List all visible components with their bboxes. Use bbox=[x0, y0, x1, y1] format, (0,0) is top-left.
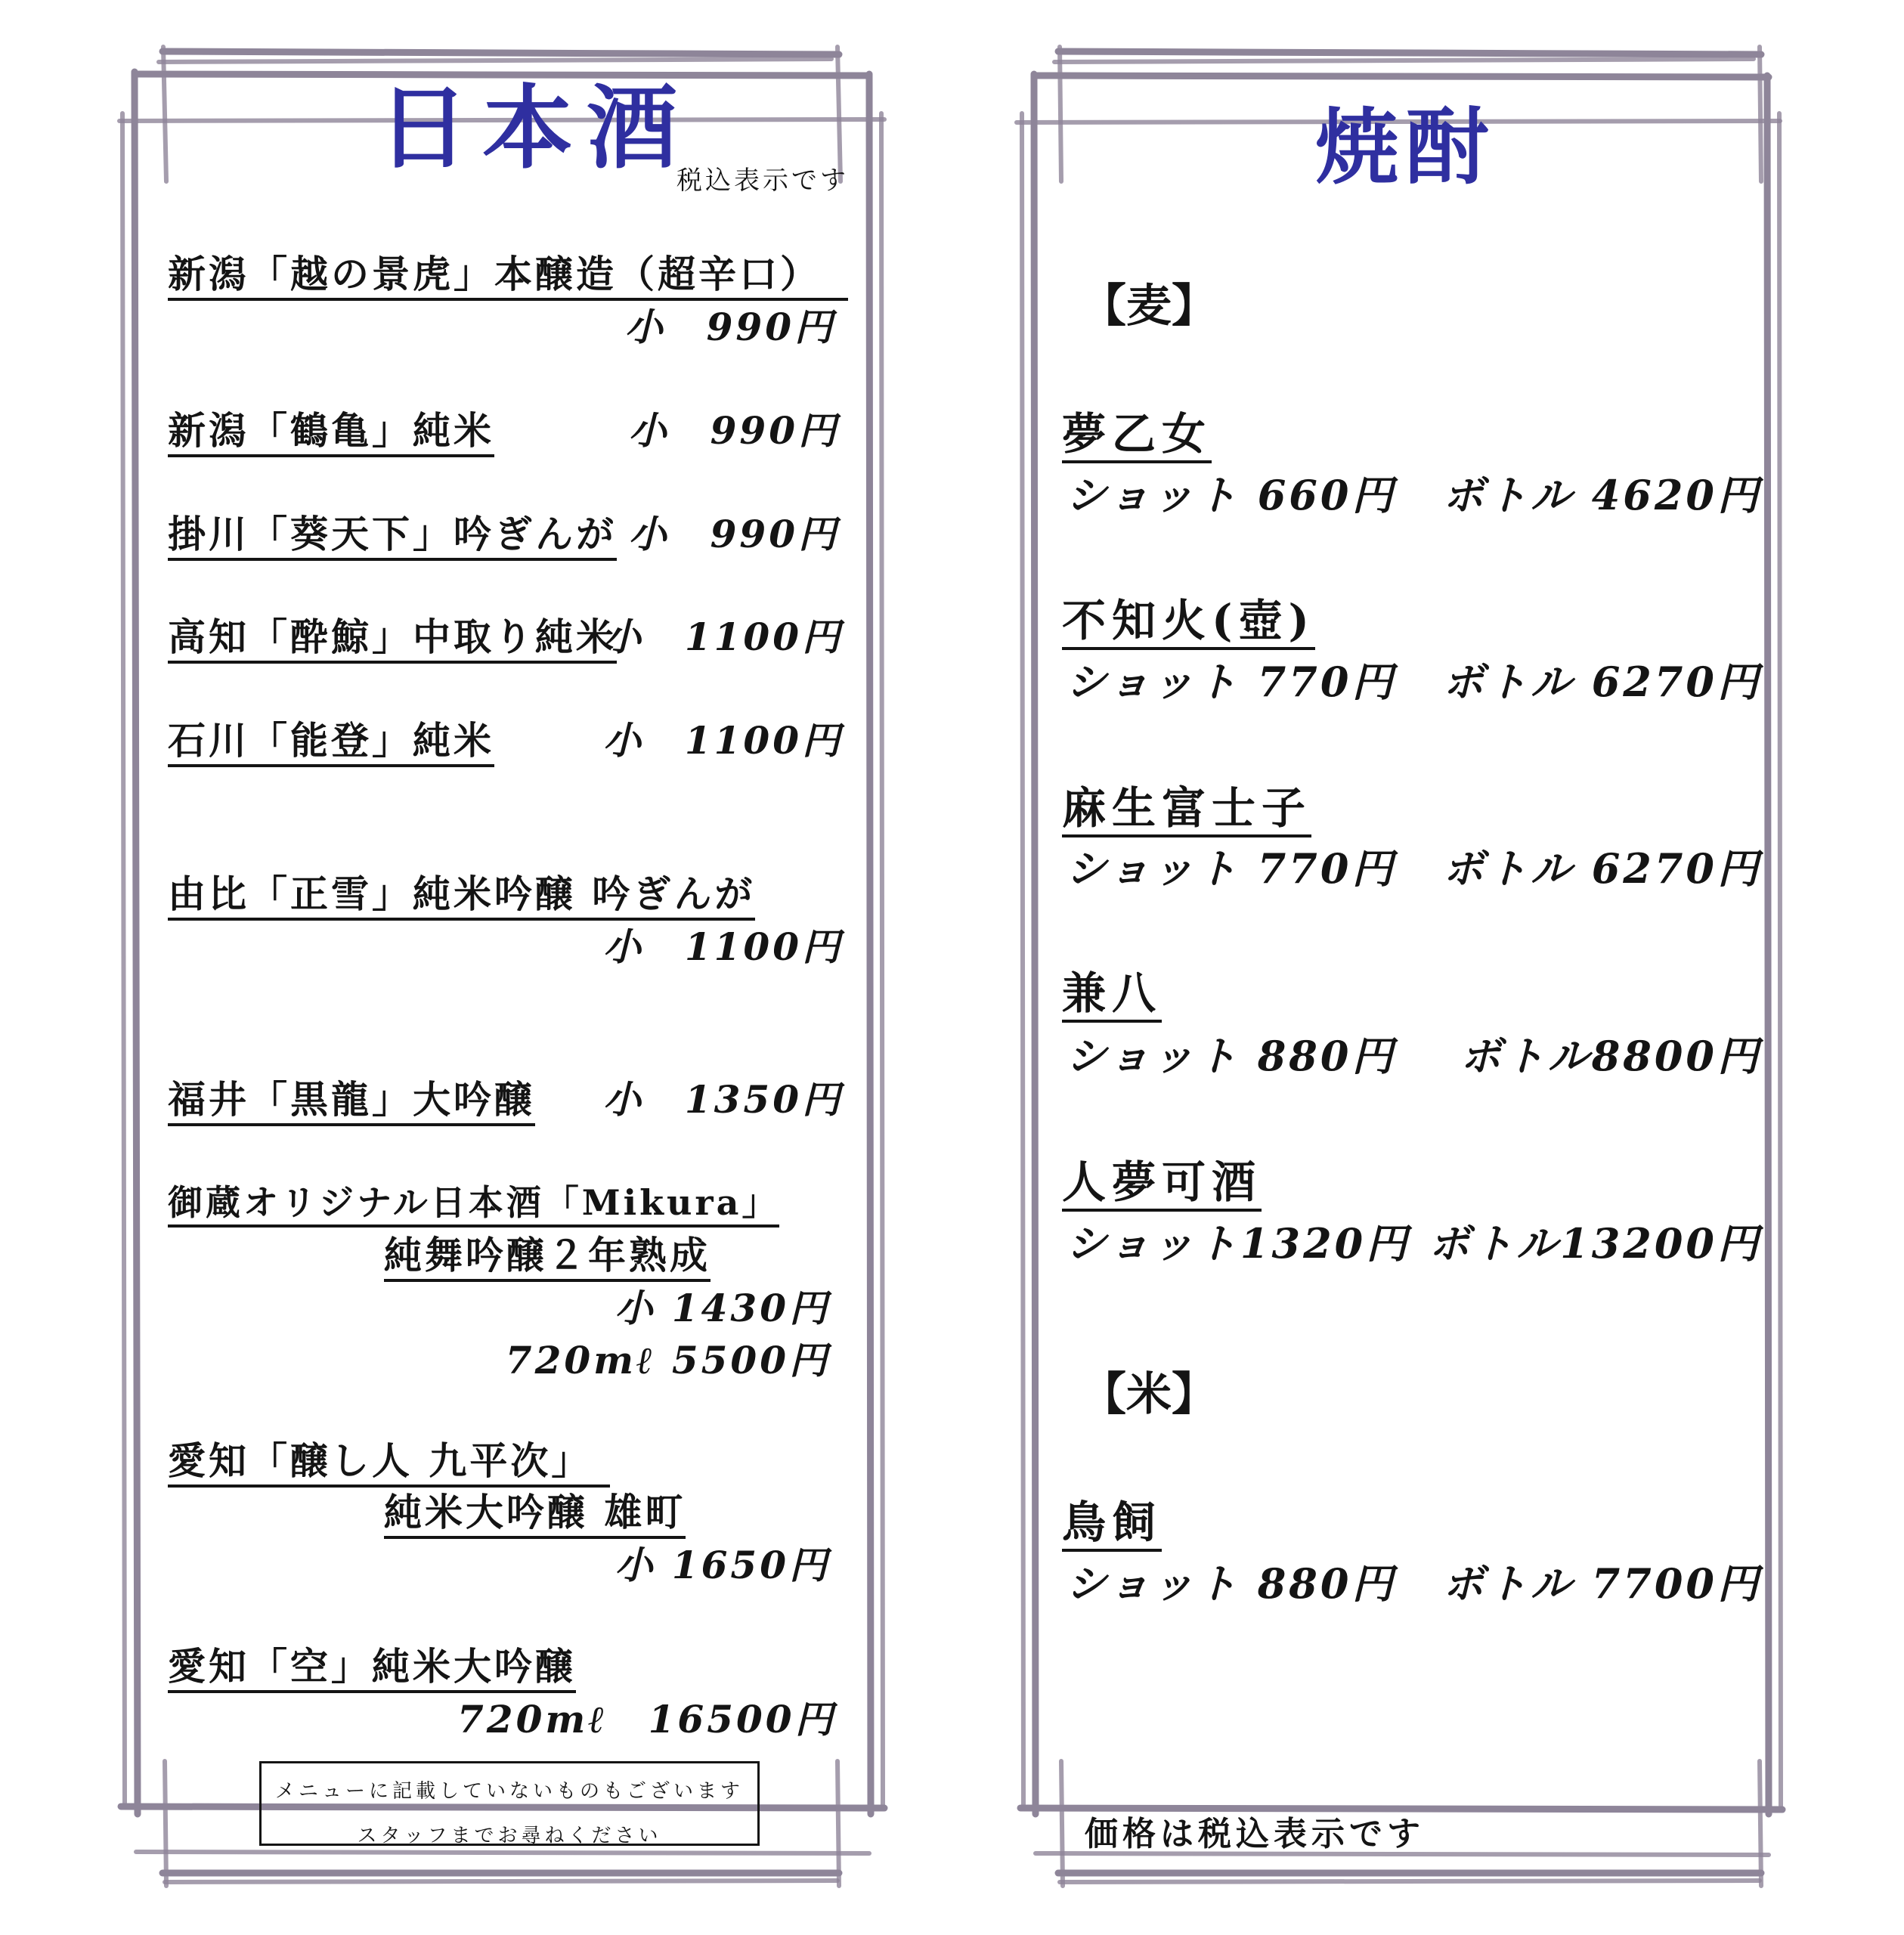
shot-price: ショット 880円 bbox=[1066, 1559, 1396, 1608]
sake-item-name: 石川「能登」純米 bbox=[168, 722, 494, 767]
sake-item-name: 新潟「越の景虎」本醸造（超辛口） bbox=[168, 255, 848, 301]
bottle-price: ボトル 6270円 bbox=[1442, 844, 1761, 893]
notice-line-1: メニューに記載していないものもございます bbox=[274, 1780, 744, 1803]
sake-item-price: 小 1100円 bbox=[602, 615, 843, 659]
sake-item-price: 小 1100円 bbox=[602, 718, 843, 763]
sake-item-price: 小 1350円 bbox=[602, 1077, 843, 1122]
shochu-item-name: 人夢可酒 bbox=[1062, 1160, 1262, 1212]
bottle-price: ボトル8800円 bbox=[1460, 1032, 1761, 1080]
sake-item-price-bottle: 720mℓ 16500円 bbox=[457, 1697, 836, 1742]
sake-item-subname: 純米大吟醸 雄町 bbox=[384, 1494, 686, 1539]
shochu-title: 焼酎 bbox=[1315, 98, 1497, 196]
shochu-item-name: 麻生富士子 bbox=[1062, 786, 1311, 837]
shot-price: ショット1320円 bbox=[1066, 1219, 1410, 1268]
sake-item-price: 小 1650円 bbox=[615, 1543, 830, 1587]
sake-item-price: 小 1430円 bbox=[615, 1286, 830, 1330]
bottle-price: ボトル13200円 bbox=[1429, 1219, 1761, 1268]
shochu-item-name: 鳥飼 bbox=[1062, 1500, 1162, 1552]
shochu-tax-note: 価格は税込表示です bbox=[1085, 1815, 1425, 1853]
sake-item-name: 新潟「鶴亀」純米 bbox=[168, 412, 494, 457]
shochu-item-name: 夢乙女 bbox=[1062, 412, 1212, 463]
shot-price: ショット 770円 bbox=[1066, 844, 1396, 893]
sake-item-name: 福井「黒龍」大吟醸 bbox=[168, 1081, 535, 1126]
shot-price: ショット 770円 bbox=[1066, 658, 1396, 706]
sake-item-name: 由比「正雪」純米吟醸 吟ぎんが bbox=[168, 875, 755, 921]
sake-item-price-bottle: 720mℓ 5500円 bbox=[505, 1338, 830, 1382]
bottle-price: ボトル 6270円 bbox=[1442, 658, 1761, 706]
sake-item-price: 小 1100円 bbox=[602, 924, 843, 969]
sake-item-name: 掛川「葵天下」吟ぎんが bbox=[168, 515, 617, 561]
sake-item-name: 愛知「醸し人 九平次」 bbox=[168, 1442, 610, 1488]
bottle-price: ボトル 7700円 bbox=[1442, 1559, 1761, 1608]
notice-box bbox=[259, 1761, 760, 1846]
sake-item-name: 御蔵オリジナル日本酒「Mikura」 bbox=[168, 1185, 779, 1228]
shot-price: ショット 660円 bbox=[1066, 471, 1396, 519]
shochu-item-name: 不知火(壺) bbox=[1062, 599, 1315, 650]
shochu-item-name: 兼八 bbox=[1062, 971, 1162, 1023]
sake-item-price: 小 990円 bbox=[624, 305, 835, 349]
sake-item-price: 小 990円 bbox=[628, 408, 839, 453]
sake-item-price: 小 990円 bbox=[628, 512, 839, 556]
sake-item-name: 高知「酔鯨」中取り純米 bbox=[168, 618, 617, 664]
notice-line-2: スタッフまでお尋ねください bbox=[357, 1825, 662, 1847]
nihonshu-tax-note: 税込表示です bbox=[676, 166, 849, 196]
bottle-price: ボトル 4620円 bbox=[1442, 471, 1761, 519]
sake-item-subname: 純舞吟醸２年熟成 bbox=[384, 1237, 711, 1282]
section-kome: 【米】 bbox=[1081, 1368, 1217, 1421]
shot-price: ショット 880円 bbox=[1066, 1032, 1396, 1080]
sake-item-name: 愛知「空」純米大吟醸 bbox=[168, 1648, 576, 1693]
section-mugi: 【麦】 bbox=[1081, 280, 1217, 333]
nihonshu-title: 日本酒 bbox=[378, 75, 691, 181]
